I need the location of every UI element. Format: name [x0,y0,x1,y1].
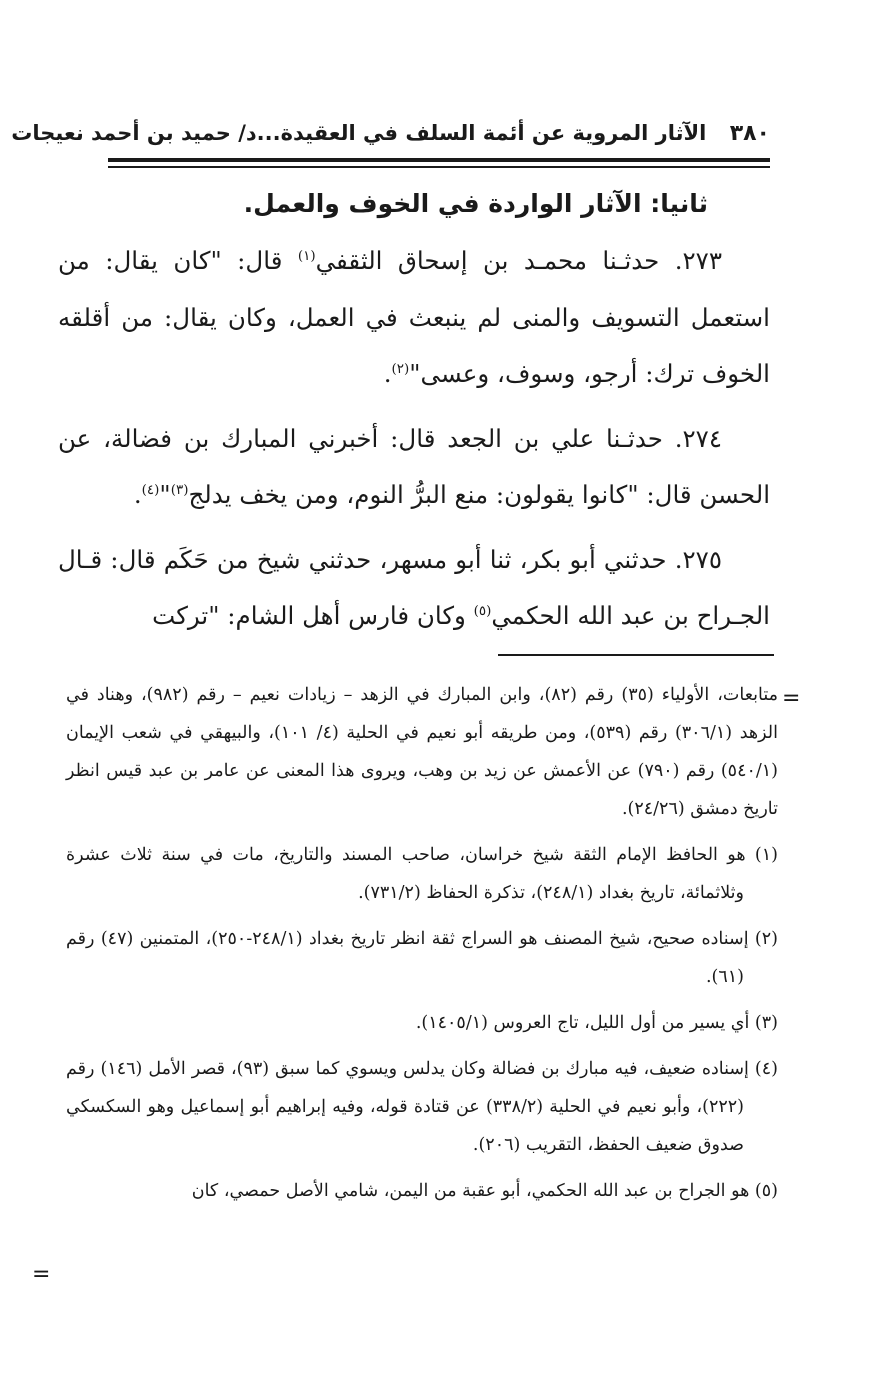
footnote-4: (٤) إسناده ضعيف، فيه مبارك بن فضالة وكان يدلس ويسوي كما سبق (٩٣)، قصر الأمل (١٤٦) رقم (٢٢٢)، وأبو نعيم في الحلية (٣٣٨/٢) عن قتادة قوله، وفيه إبراهيم أبو إسماعيل وهو السكسكي صدوق ضعيف الحفظ، التقريب (٢٠٦). [66,1059,778,1155]
main-text [58,233,770,653]
footnote-ref[interactable]: (١) [297,247,316,264]
footnote-3: (٣) أي يسير من أول الليل، تاج العروس (١٤٠٥/١). [415,1013,778,1033]
footnote-separator [498,654,774,656]
footnote-continuation: متابعات، الأولياء (٣٥) رقم (٨٢)، وابن المبارك في الزهد – زيادات نعيم – رقم (٩٨٢)، وهناد في الزهد (٣٠٦/١) رقم (٥٣٩)، ومن طريقه أبو نعيم في الحلية (٤/ ١٠١)، والبيهقي في شعب الإيمان (٥٤٠/١) رقم (٧٩٠) عن الأعمش عن زيد بن وهب، ويروى هذا المعنى عن عامر بن عبد قيس انظر تاريخ دمشق (٢٤/٢٦). [66,685,779,819]
athar-text: قال: "كان يقال: من استعمل التسويف والمنى لم ينبعث في العمل، وكان يقال: من أقلقه الخوف ترك: أرجو، وسوف، وعسى" [58,246,770,388]
athar-text: " [159,480,171,509]
athar-text: ٢٧٤. حدثـنا علي بن الجعد قال: أخبرني المبارك بن فضالة، عن الحسن قال: "كانوا يقولون: منع البرُّ النوم، ومن يخف يدلج [58,423,770,509]
continuation-mark-bottom: = [32,1262,51,1287]
athar-text: وكان فارس أهل الشام: "تركت [152,601,474,630]
athar-text: . [383,359,392,388]
page-number: ٣٨٠ [729,121,770,146]
continuation-mark-top: = [782,686,801,711]
athar-text: ٢٧٥. حدثني أبو بكر، ثنا أبو مسهر، حدثني شيخ من حَكَم قال: قـال الجـراح بن عبد الله الحكمي [58,544,770,630]
footnote-ref[interactable]: (٢) [391,360,410,377]
footnote-2: (٢) إسناده صحيح، شيخ المصنف هو السراج ثقة انظر تاريخ بغداد (٢٤٨/١-٢٥٠)، المتمنين (٤٧) رقم (٦١). [66,929,778,987]
footnote-1: (١) هو الحافظ الإمام الثقة شيخ خراسان، صاحب المسند والتاريخ، مات في سنة ثلاث عشرة وثلاثمائة، تاريخ بغداد (٢٤٨/١)، تذكرة الحفاظ (٧٣١/٢). [66,845,778,903]
section-title: ثانيا: الآثار الواردة في الخوف والعمل. [243,189,708,218]
footnote-ref[interactable]: (٥) [473,602,492,619]
athar-275 [58,532,770,645]
footnote-ref[interactable]: (٤) [141,481,160,498]
running-title: الآثار المروية عن أئمة السلف في العقيدة...د/ حميد بن أحمد نعيجات [11,121,707,145]
athar-274 [58,411,770,524]
footnote-5: (٥) هو الجراح بن عبد الله الحكمي، أبو عقبة من اليمن، شامي الأصل حمصي، كان [191,1181,778,1201]
running-header [11,112,770,154]
footnotes [66,676,778,1218]
athar-text: ٢٧٣. حدثـنا محمـد بن إسحاق الثقفي [315,246,722,275]
athar-text: . [133,480,142,509]
header-rule-thin [108,166,770,168]
footnote-ref[interactable]: (٣) [170,481,189,498]
athar-273 [58,233,770,403]
header-rule-thick [108,158,770,162]
